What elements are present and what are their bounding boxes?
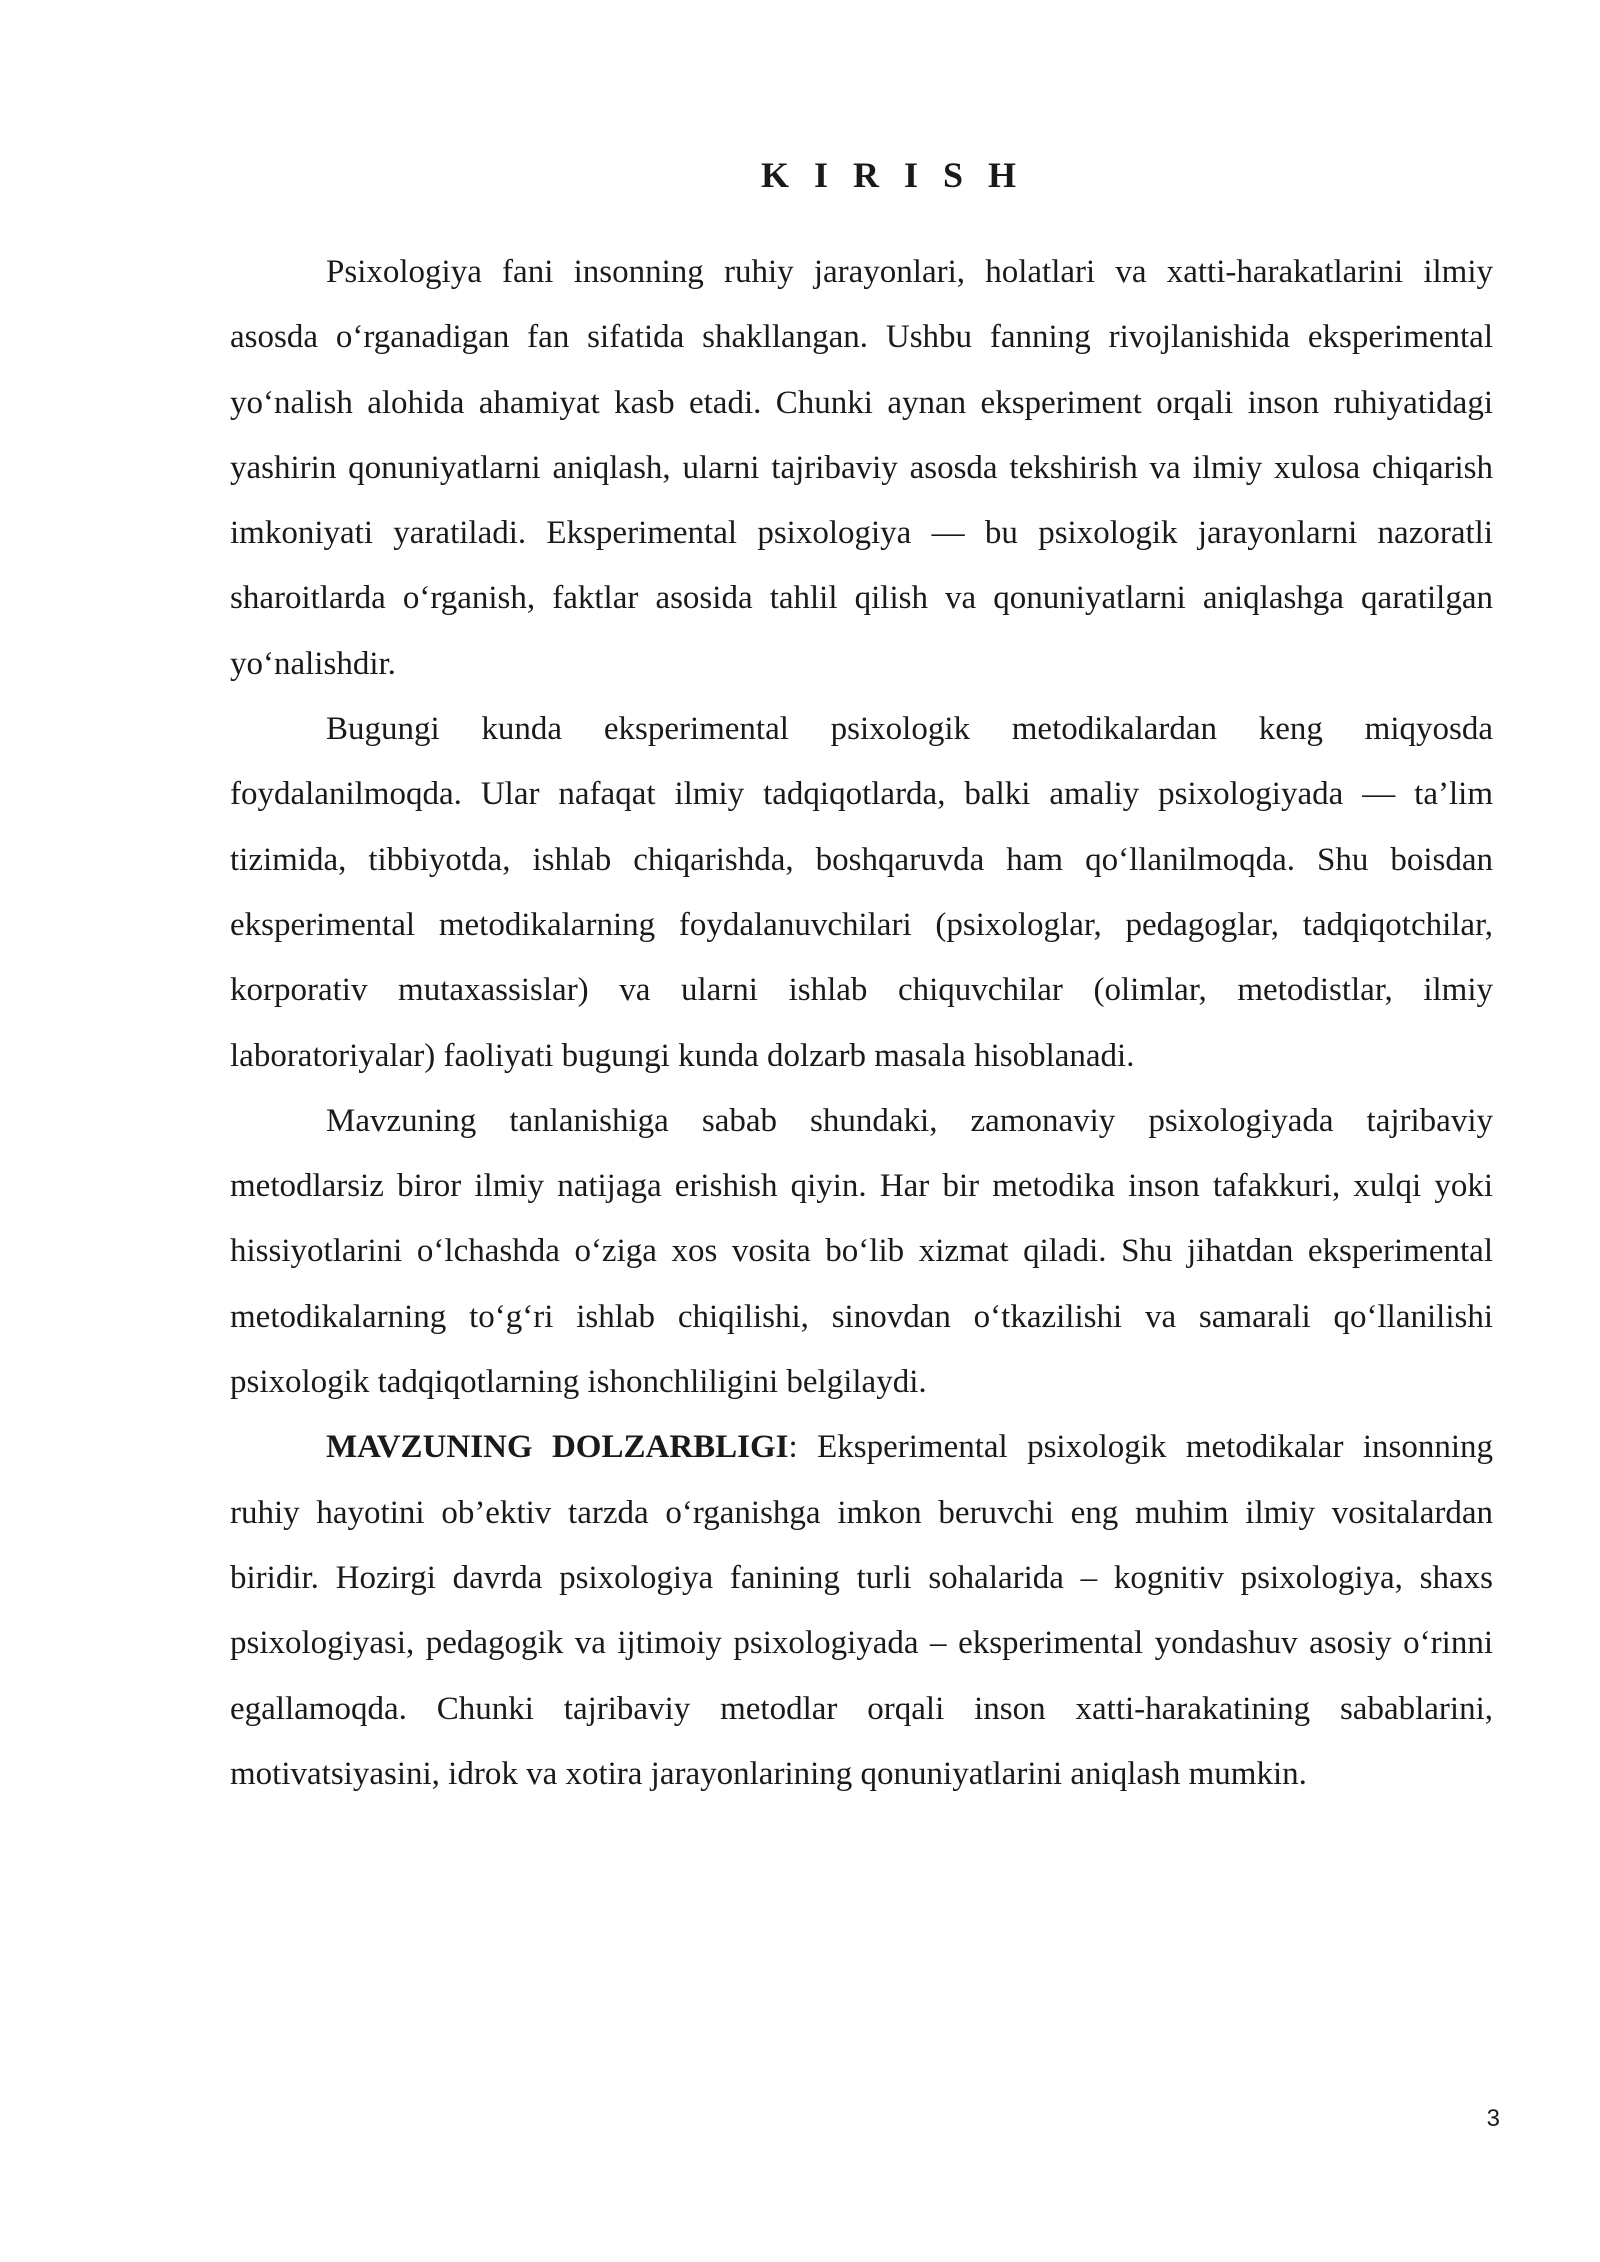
paragraph-intro: Psixologiya fani insonning ruhiy jarayonlari, holatlari va xatti-harakatlarini ilmiy asosda o‘rganadigan fan sifatida shakllangan. Ushbu fanning rivojlanishida eksperimental yo‘nalish alohida ahamiyat kasb etadi. Chunki aynan eksperiment orqali inson ruhiyatidagi yashirin qonuniyatlarni aniqlash, ularni tajribaviy asosda tekshirish va ilmiy xulosa chiqarish imkoniyati yaratiladi. Eksperimental psixologiya — bu psixologik jarayonlarni nazoratli sharoitlarda o‘rganish, faktlar asosida tahlil qilish va qonuniyatlarni aniqlashga qaratilgan yo‘nalishdir.: [230, 254, 1493, 682]
paragraph-relevance: [230, 1415, 1493, 1807]
body-text: [230, 240, 1493, 1807]
paragraph-topic-choice: Mavzuning tanlanishiga sabab shundaki, zamonaviy psixologiyada tajribaviy metodlarsiz biror ilmiy natijaga erishish qiyin. Har bir metodika inson tafakkuri, xulqi yoki hissiyotlarini o‘lchashda o‘ziga xos vosita bo‘lib xizmat qiladi. Shu jihatdan eksperimental metodikalarning to‘g‘ri ishlab chiqilishi, sinovdan o‘tkazilishi va samarali qo‘llanilishi psixologik tadqiqotlarning ishonchliligini belgilaydi.: [230, 1102, 1493, 1401]
paragraph-usage: Bugungi kunda eksperimental psixologik metodikalardan keng miqyosda foydalanilmoqda. Ular nafaqat ilmiy tadqiqotlarda, balki amaliy psixologiyada — ta’lim tizimida, tibbiyotda, ishlab chiqarishda, boshqaruvda ham qo‘llanilmoqda. Shu boisdan eksperimental metodikalarning foydalanuvchilari (psixologlar, pedagoglar, tadqiqotchilar, korporativ mutaxassislar) va ularni ishlab chiquvchilar (olimlar, metodistlar, ilmiy laboratoriyalar) faoliyati bugungi kunda dolzarb masala hisoblanadi.: [230, 711, 1493, 1074]
page-title: K I R I S H: [760, 155, 1025, 195]
relevance-text: : Eksperimental psixologik metodikalar insonning ruhiy hayotini ob’ektiv tarzda o‘rganishga imkon beruvchi eng muhim ilmiy vositalardan biridir. Hozirgi davrda psixologiya fanining turli sohalarida – kognitiv psixologiya, shaxs psixologiyasi, pedagogik va ijtimoiy psixologiyada – eksperimental yondashuv asosiy o‘rinni egallamoqda. Chunki tajribaviy metodlar orqali inson xatti-harakatining sabablarini, motivatsiyasini, idrok va xotira jarayonlarining qonuniyatlarini aniqlash mumkin.: [230, 1429, 1493, 1792]
page-number: 3: [1486, 2105, 1500, 2132]
relevance-heading: MAVZUNING DOLZARBLIGI: [326, 1429, 789, 1466]
